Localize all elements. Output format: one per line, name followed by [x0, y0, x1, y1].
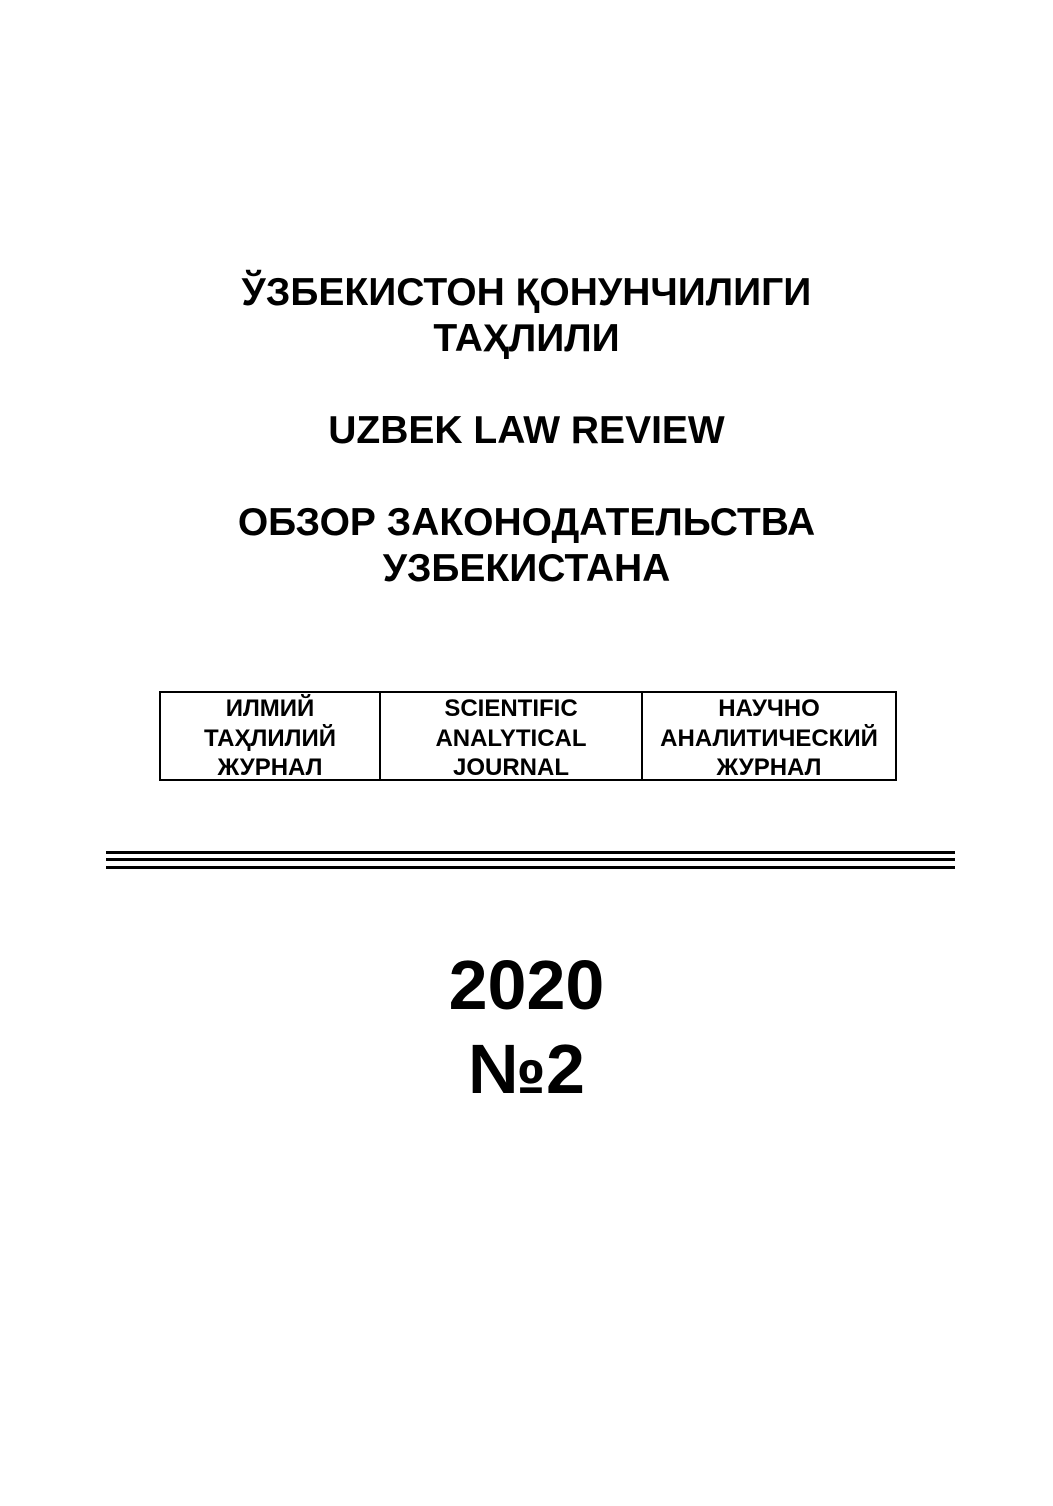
title-russian-line-2: УЗБЕКИСТАНА	[382, 547, 671, 590]
journal-type-uzbek-line: ЖУРНАЛ	[217, 754, 323, 779]
journal-type-uzbek-line: ИЛМИЙ	[225, 695, 315, 722]
divider-rule-top	[106, 851, 955, 854]
divider-rule-bottom	[106, 866, 955, 869]
journal-type-english-line: JOURNAL	[452, 754, 569, 779]
divider-rule-middle	[106, 858, 955, 861]
journal-type-english-line: SCIENTIFIC	[444, 695, 578, 722]
title-uzbek-line-1: ЎЗБЕКИСТОН ҚОНУНЧИЛИГИ	[241, 271, 812, 314]
journal-type-table	[159, 691, 897, 781]
title-russian-line-1: ОБЗОР ЗАКОНОДАТЕЛЬСТВА	[237, 501, 816, 544]
journal-type-uzbek-line: ТАҲЛИЛИЙ	[204, 724, 336, 752]
title-russian	[0, 500, 1053, 592]
journal-type-russian	[643, 693, 895, 779]
journal-type-english-line: ANALYTICAL	[435, 724, 587, 752]
journal-type-english	[381, 693, 643, 779]
title-uzbek	[0, 270, 1053, 362]
title-uzbek-line-2: ТАҲЛИЛИ	[433, 317, 620, 360]
journal-type-russian-line: АНАЛИТИЧЕСКИЙ	[660, 724, 878, 752]
issue-number: №2	[468, 1030, 585, 1108]
journal-type-russian-line: НАУЧНО	[718, 695, 820, 722]
issue-year: 2020	[448, 946, 605, 1024]
title-english	[0, 408, 1053, 454]
journal-type-uzbek	[161, 693, 381, 779]
journal-type-russian-line: ЖУРНАЛ	[716, 754, 822, 779]
title-english-line-1: UZBEK LAW REVIEW	[328, 409, 725, 452]
